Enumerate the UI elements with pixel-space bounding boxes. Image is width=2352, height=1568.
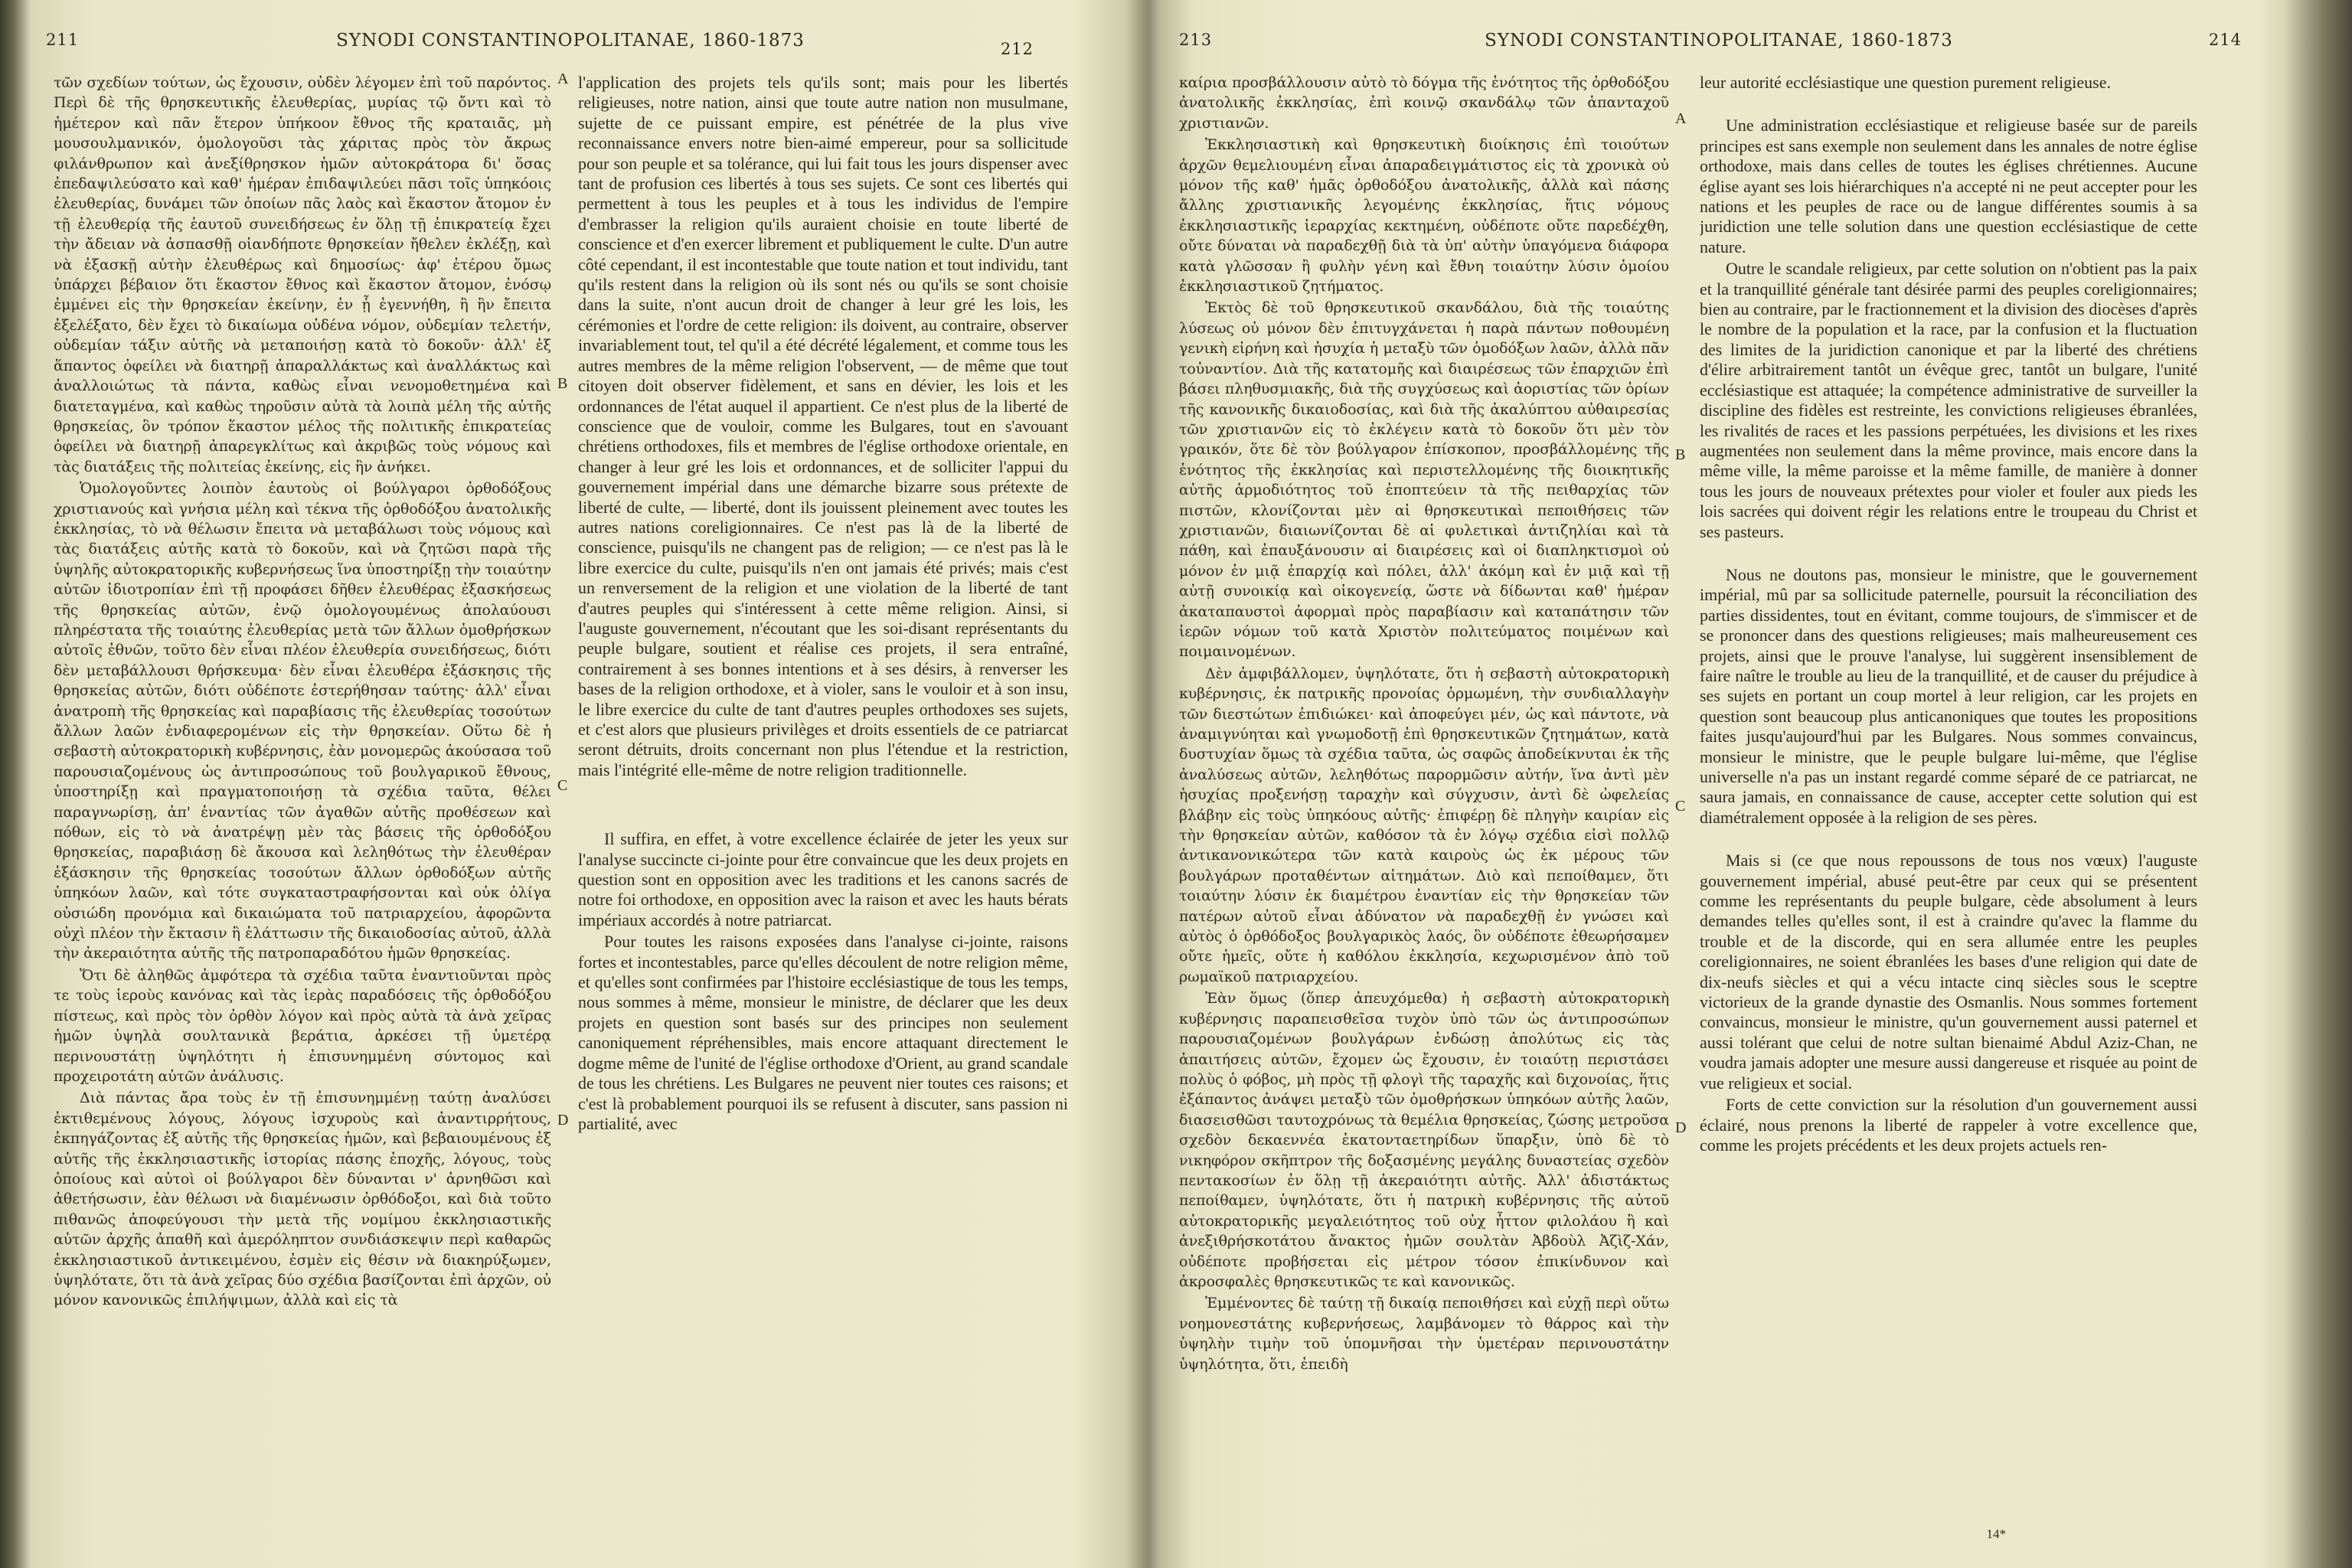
signature-mark: 14* [1986, 1527, 2006, 1541]
greek-paragraph: Ἐὰν ὅμως (ὅπερ ἀπευχόμεθα) ἡ σεβαστὴ αὐτοκρατορικὴ κυβέρνησις παραπεισθεῖσα τυχὸν ὑπὸ τῶν ὡς ἀντιπροσώπων παρουσιαζομένων βουλγάρων ἐνδώσῃ ἀπολύτως εἰς τὰς ἀπαιτήσεις αὐτῶν, ἔχομεν ὡς ἔχουσιν, ἐν τοιαύτῃ περιστάσει πολὺς ὁ φόβος, μὴ πρὸς τῇ φλογὶ τῆς ταραχῆς καὶ διχονοίας, ἥτις ἐξάπαντος ἀνάψει μεταξὺ τῶν ὁμοθρήσκων ὑπηκόων αὐτῆς λαῶν, διασεισθῶσι ταυτοχρόνως τὰ θεμέλια θρησκείας, ζώσης μετροῦσα σχεδὸν δεκαεννέα ἑκατονταετηρίδων ὕπαρξιν, ὑπὸ δὲ τὸ νικηφόρον σκῆπτρον τῆς δοξασμένης μεγάλης δυναστείας σχεδὸν πεντακοσίων ἐν ὅλῃ τῇ ἀκεραιότητι αὐτῆς. Ἀλλ' ἀδιστάκτως πεποίθαμεν, ὑψηλότατε, ὅτι ἡ πατρικὴ κυβέρνησις τῆς αὐτοῦ αὐτοκρατορικῆς μεγαλειότητος τοῦ οὐχ ἧττον φιλολάου ἢ καὶ ἀνεξιθρήσκοτάτου ἄνακτος ἡμῶν σουλτὰν Ἀβδοὺλ Ἀζὶζ-Χάν, οὐδέποτε προβήσεται εἰς μέτρον τόσον ἐπικίνδυνον καὶ ἀκροσφαλὲς θρησκευτικῶς τε καὶ κανονικῶς. [1179, 990, 1669, 1290]
french-column [1700, 73, 2197, 1522]
left-page [31, 0, 1110, 1568]
margin-letter: D [1675, 1119, 1687, 1136]
french-paragraph: Une administration ecclésiastique et religieuse basée sur de pareils principes est sans exemple non seulement dans les annales de notre église orthodoxe, mais dans celles de toutes les églises chrétiennes. Aucune église ayant ses lois hiérarchiques n'a accepté ni ne peut accepter pour les nations et les peuples de race ou de langue différentes soumis à sa juridiction une telle solution dans une question ecclésiastique de cette nature. [1700, 116, 2197, 256]
french-paragraph: Nous ne doutons pas, monsieur le ministre, que le gouvernement impérial, mû par sa sollicitude paternelle, poursuit la réconciliation des parties dissidentes, tout en évitant, comme toujours, de s'immiscer et de se prononcer dans des questions religieuses; mais malheureusement ces projets, ainsi que le prouve l'analyse, lui suggèrent insensiblement de faire naître le trouble au lieu de la tranquillité, et de causer du préjudice à ses sujets en portant un coup mortel à leur religion, car les projets en question sont beaucoup plus anticanoniques que toutes les propositions faites jusqu'aujourd'hui par les Bulgares. Nous sommes convaincus, monsieur le ministre, que le peuple bulgare lui-même, que l'église universelle n'a pas un instant regardé comme séparé de ce patriarcat, ne saura jamais, en connaissance de cause, accepter cette solution qui est diamétralement opposée à la religion de ses pères. [1700, 564, 2197, 827]
greek-column [54, 73, 551, 1522]
french-column [578, 73, 1068, 1522]
greek-paragraph: καίρια προσβάλλουσιν αὐτὸ τὸ δόγμα τῆς ἑνότητος τῆς ὀρθοδόξου ἀνατολικῆς ἐκκλησίας, ἐπὶ κοινῷ σκανδάλῳ τῶν ἁπανταχοῦ χριστιανῶν. [1179, 74, 1669, 132]
right-page [1179, 0, 2259, 1568]
margin-letter: B [557, 375, 568, 392]
greek-column [1179, 73, 1669, 1522]
greek-paragraph: Ὁμολογοῦντες λοιπὸν ἑαυτοὺς οἱ βούλγαροι ὀρθοδόξους χριστιανούς καὶ γνήσια μέλη καὶ τέκνα τῆς ὀρθοδόξου ἀνατολικῆς ἐκκλησίας, τὸ νὰ θέλωσιν ἔπειτα νὰ μεταβάλωσι τοὺς νόμους καὶ τὰς διατάξεις αὐτῆς κατὰ τὸ δοκοῦν, καὶ νὰ ζητῶσι παρὰ τῆς ὑψηλῆς αὐτοκρατορικῆς κυβερνήσεως ἵνα ὑποστηρίξῃ τὴν τοιαύτην αὐτῶν ἰδιοτροπίαν ἐπὶ τῇ προφάσει δῆθεν ἐλευθέρας ἐξασκήσεως τῆς θρησκείας αὐτῶν, ἐνῷ ὁμολογουμένως ἀπολαύουσι πληρέστατα τῆς τοιαύτης ἐλευθερίας μετὰ τῶν ἄλλων ὁμοθρήσκων αὐτοῖς ἐθνῶν, τοῦτο δὲν εἶναι πλέον ἐλευθερία συνειδήσεως, διότι δὲν μεταβάλλουσι θρήσκευμα· δὲν εἶναι ἐλευθέρα ἐξάσκησις τῆς θρησκείας αὐτῶν, διότι οὐδέποτε ἐστερήθησαν ταύτης· ἀλλ' εἶναι ἀνατροπὴ τῆς θρησκείας καὶ παραβίασις τῆς ἐλευθερίας τοσούτων ἄλλων λαῶν ἐνδιαφερομένων εἰς τὴν θρησκείαν. Οὕτω δὲ ἡ σεβαστὴ αὐτοκρατορικὴ κυβέρνησις, ἐὰν μονομερῶς ἀκούσασα τοῦ παρουσιαζομένους ὡς ἀντιπροσώπους τοῦ βουλγαρικοῦ ἔθνους, ὑποστηρίξῃ καὶ πραγματοποιήσῃ τὰ σχέδια ταῦτα, θέλει παραγνωρίσῃ, ἀπ' ἐναντίας τῶν ἀγαθῶν αὐτῆς προθέσεων καὶ πόθων, εἰς τὸ νὰ ἀνατρέψῃ μὲν τὰς βάσεις τῆς ὀρθοδόξου θρησκείας, παραβιάσῃ δὲ ἄκουσα καὶ λεληθότως τὴν ἐλευθέραν ἐξάσκησιν τῆς θρησκείας τοσούτων ἄλλων ὀρθοδόξων αὐτῆς ὑπηκόων λαῶν, καὶ τότε συγκαταστραφήσονται καὶ οὐκ ὀλίγα οὐσιώδη προνόμια καὶ δικαιώματα τοῦ πατριαρχείου, ἀφορῶντα οὐχὶ πλέον τὴν ἔκτασιν ἢ ἐλάττωσιν τῆς δικαιοδοσίας αὐτοῦ, ἀλλὰ τὴν ἀκεραιότητα αὐτῆς τῆς πατροπαραδότου ἡμῶν θρησκείας. [54, 480, 551, 962]
page-number: 214 [2208, 31, 2242, 49]
french-paragraph: l'application des projets tels qu'ils sont; mais pour les libertés religieuses, notre nation, ainsi que toute autre nation non musulmane, sujette de ce puissant empire, est pénétrée de la plus vive reconnaissance envers notre bien-aimé empereur, pour sa sollicitude pour son peuple et sa tolérance, qui lui fait tous les jours dispenser avec tant de profusion ces libertés à tous ses sujets. Ce sont ces libertés qui permettent à tous les peuples et à tous les individus de l'empire d'embrasser la religion qu'ils auraient choisie en toute liberté de conscience et d'en exercer librement et publiquement le culte. D'un autre côté cependant, il est incontestable que toute nation et tout individu, tant qu'ils restent dans la religion où ils sont nés ou qu'ils se sont choisie dans la suite, n'ont aucun droit de changer à leur gré les lois, les cérémonies et l'ordre de cette religion: ils doivent, au contraire, observer invariablement tout, tel qu'il a été décrété légalement, et comme tous les autres membres de la même religion l'observent, — de même que tout citoyen doit observer fidèlement, et sans en dévier, les lois et les ordonnances de l'état auquel il appartient. Ce n'est plus de la liberté de conscience que de vouloir, comme les Bulgares, tout en s'avouant chrétiens orthodoxes, fils et membres de l'église orthodoxe orientale, en changer à leur gré les lois et ordonnances, et de solliciter l'appui du gouvernement impérial dans une démarche bizarre sous prétexte de liberté de culte, — liberté, dont ils jouissent pleinement avec toutes les autres nations coreligionnaires. Ce n'est pas là de la liberté de conscience, puisqu'ils ne changent pas de religion; — ce n'est pas là le libre exercice du culte, puisqu'ils n'en ont jamais été privés; mais c'est un renversement de la religion et une violation de la liberté de tant d'autres peuples qui s'intéressent à cette même religion. Ainsi, si l'auguste gouvernement, n'écoutant que les soi-disant représentants du peuple bulgare, soutient et réalise ces projets, il sera entraîné, contrairement à ses bonnes intentions et à ses désirs, à renverser les bases de la religion orthodoxe, et à violer, sans le vouloir et à son insu, le libre exercice du culte de tant d'autres peuples orthodoxes ses sujets, et c'est alors que plusieurs privilèges et droits essentiels de ce patriarcat seront détruits, droits concernant non plus l'étendue et la restriction, mais l'intégrité elle-même de notre religion traditionnelle. [578, 73, 1068, 779]
french-paragraph: Outre le scandale religieux, par cette solution on n'obtient pas la paix et la tranquillité générale tant désirée parmi des peuples coreligionnaires; bien au contraire, par le fractionnement et la division des diocèses d'après le nombre de la population et la race, par la confusion et la fluctuation des limites de la juridiction canonique et par la liberté des chrétiens d'élire arbitrairement tantôt un évêque grec, tantôt un bulgare, l'unité ecclésiastique est attaquée; la compétence administrative de surveiller la discipline des fidèles est restreinte, les convictions religieuses ébranlées, les rivalités de races et les passions perpétuées, les divisions et les rixes augmentées non seulement dans la même province, mais encore dans la même ville, la même paroisse et la même famille, de manière à donner tous les jours de nouveaux prétextes pour violer et fouler aux pieds les lois sacrées qui doivent régir les relations entre le troupeau du Christ et ses pasteurs. [1700, 259, 2197, 541]
margin-letter: A [1675, 110, 1687, 127]
running-head-right [1179, 31, 2259, 61]
page-number: 212 [1000, 40, 1034, 58]
french-paragraph: Forts de cette conviction sur la résolution d'un gouvernement aussi éclairé, nous prenons la liberté de rappeler à votre excellence que, comme les projets précédents et les deux projets actuels ren- [1700, 1095, 2197, 1155]
greek-paragraph: Ἐμμένοντες δὲ ταύτῃ τῇ δικαίᾳ πεποιθήσει καὶ εὐχῇ περὶ οὕτω νοημονεστάτης κυβερνήσεως, λαμβάνομεν τὸ θάρρος καὶ τὴν ὑψηλὴν τιμὴν τοῦ ὑπομνῆσαι τὴν ὑμετέραν περινουστάτην ὑψηλότητα, ὅτι, ἐπειδὴ [1179, 1295, 1669, 1373]
french-paragraph: leur autorité ecclésiastique une question purement religieuse. [1700, 73, 2111, 92]
running-title: SYNODI CONSTANTINOPOLITANAE, 1860-1873 [336, 31, 805, 51]
greek-paragraph: Ἐκκλησιαστικὴ καὶ θρησκευτικὴ διοίκησις ἐπὶ τοιούτων ἀρχῶν θεμελιουμένη εἶναι ἀπαραδειγμάτιστος εἰς τὰ χρονικὰ οὐ μόνον τῆς καθ' ἡμᾶς ὀρθοδόξου ἀνατολικῆς, ἀλλὰ καὶ πάσης ἄλλης χριστιανικῆς λεγομένης ἐκκλησίας, ἥτις νόμους ἐκκλησιαστικῆς ἱεραρχίας κεκτημένη, οὐδέποτε οὔτε παρεδέχθη, οὔτε δύναται νὰ παραδεχθῇ διὰ τὰ ὑπ' αὐτὴν ὑπαγόμενα διάφορα κατὰ γλῶσσαν ἢ φυλὴν γένη καὶ ἔθνη τοιαύτην λύσιν ὁμοίου ἐκκλησιαστικοῦ ζητήματος. [1179, 136, 1669, 296]
greek-paragraph: Ὅτι δὲ ἀληθῶς ἀμφότερα τὰ σχέδια ταῦτα ἐναντιοῦνται πρὸς τε τοὺς ἱεροὺς κανόνας καὶ τὰς ἱερὰς παραδόσεις τῆς ὀρθοδόξου πίστεως, καὶ πρὸς τὸν ὀρθὸν λόγον καὶ πρὸς αὐτὰ τὰ ἀνὰ χεῖρας ἡμῶν ὑψηλὰ σουλτανικὰ βεράτια, ἀρκέσει τῇ ὑμετέρᾳ περινουστάτῃ ὑψηλότητι ἡ ἐπισυνημμένη σύντομος καὶ προχειροτάτη αὐτῶν ἀνάλυσις. [54, 966, 551, 1085]
french-paragraph: Pour toutes les raisons exposées dans l'analyse ci-jointe, raisons fortes et incontestables, parce qu'elles découlent de notre religion même, et qu'elles sont confirmées par l'histoire ecclésiastique de tous les temps, nous sommes à même, monsieur le ministre, de déclarer que les deux projets en question sont basés sur des principes non seulement canoniquement répréhensibles, mais encore attaquant directement le dogme même de l'unité de l'église orthodoxe d'Orient, au grand scandale de tous les chrétiens. Les Bulgares ne peuvent nier toutes ces raisons; et c'est là probablement pourquoi ils se refusent à discuter, sans passion ni partialité, avec [578, 932, 1068, 1133]
margin-letter: B [1675, 446, 1686, 463]
greek-paragraph: Ἐκτὸς δὲ τοῦ θρησκευτικοῦ σκανδάλου, διὰ τῆς τοιαύτης λύσεως οὐ μόνον δὲν ἐπιτυγχάνεται ἡ παρὰ πάντων ποθουμένη γενικὴ εἰρήνη καὶ ἡσυχία ἡ μεταξὺ τῶν ὁμοδόξων λαῶν, ἀλλὰ πᾶν τοὐναντίον. Διὰ τῆς κατατομῆς καὶ διαιρέσεως τῶν ἐπαρχιῶν ἐπὶ βάσει πληθυσμιακῆς, διὰ τῆς συγχύσεως καὶ ἀοριστίας τῶν ὁρίων τῆς κανονικῆς δικαιοδοσίας, καὶ διὰ τῆς ἀκαλύπτου αὐθαιρεσίας τῶν χριστιανῶν εἰς τὸ ἐκλέγειν κατὰ τὸ δοκοῦν ὅτι μὲν τὸν γραικόν, ὅτε δὲ τὸν βούλγαρον ἐπίσκοπον, προσβάλλομένης τῆς ἑνότητος τῆς ἐκκλησίας καὶ περιστελλομένης τῆς διοικητικῆς αὐτῆς ἁρμοδιότητος τοῦ ἐποπτεύειν τὰ τῆς πειθαρχίας τῶν πιστῶν, κλονίζονται μὲν αἱ θρησκευτικαὶ πεποιθήσεις τῶν χριστιανῶν, διαιωνίζονται δὲ αἱ φυλετικαὶ ἀντιζηλίαι καὶ τὰ πάθη, καὶ ἐπαυξάνουσιν αἱ διαιρέσεις καὶ οἱ διαπληκτισμοὶ οὐ μόνον ἐν μιᾷ ἐπαρχίᾳ καὶ πόλει, ἀλλ' ἀκόμη καὶ ἐν μιᾷ καὶ τῇ αὐτῇ συνοικίᾳ καὶ οἰκογενείᾳ, ὥστε νὰ δίδωνται καθ' ἡμέραν ἀκαταπαυστοὶ ἀφορμαὶ πρὸς παραβίασιν καὶ καταπάτησιν τῶν ἱερῶν νόμων τοῦ κατὰ Χριστὸν πολιτεύματος ποιμένων καὶ ποιμαινομένων. [1179, 299, 1669, 661]
greek-paragraph: Διὰ πάντας ἄρα τοὺς ἐν τῇ ἐπισυνημμένῃ ταύτῃ ἀναλύσει ἐκτιθεμένους λόγους, λόγους ἰσχυροὺς καὶ ἀναντιρρήτους, ἐκπηγάζοντας ἐξ αὐτῆς τῆς θρησκείας ἡμῶν, καὶ βεβαιουμένους ἐξ αὐτῆς τῆς ἐκκλησιαστικῆς ἱστορίας πάσης ἐποχῆς, λόγους, τοὺς ὁποίους καὶ αὐτοὶ οἱ βούλγαροι δὲν δύνανται ν' ἀρνηθῶσι καὶ ἀθετήσωσιν, ἐὰν θέλωσι νὰ διαμένωσιν ὀρθόδοξοι, καὶ διὰ τοῦτο πιθανῶς ἀποφεύγουσι τὴν μετὰ τῆς νομίμου ἐκκλησιαστικῆς αὐτῶν ἀρχῆς ἀπαθῆ καὶ ἀμερόληπτον συνδιάσκεψιν περὶ καθαρῶς ἐκκλησιαστικοῦ ἀντικειμένου, ἐσμὲν εἰς θέσιν νὰ διακηρύξωμεν, ὑψηλότατε, ὅτι τὰ ἀνὰ χεῖρας δύο σχέδια βασίζονται ἐπὶ ἀρχῶν, οὐ μόνον κανονικῶς ἐπιλήψιμων, ἀλλὰ καὶ εἰς τὰ [54, 1089, 551, 1309]
margin-letter: C [557, 777, 568, 794]
margin-letter: A [557, 70, 569, 87]
greek-paragraph: Δὲν ἀμφιβάλλομεν, ὑψηλότατε, ὅτι ἡ σεβαστὴ αὐτοκρατορικὴ κυβέρνησις, ἐκ πατρικῆς προνοίας ὁρμωμένη, τὴν συνδιαλλαγὴν τῶν διεστώτων ἐπιδιώκει· καὶ ἀποφεύγει μέν, ὡς καὶ πάντοτε, νὰ ἀναμιγνύηται καὶ γνωμοδοτῇ ἐπὶ θρησκευτικῶν ζητημάτων, κατὰ δυστυχίαν ὅμως τὰ σχέδια ταῦτα, ὡς σαφῶς ἀποδείκνυται ἐκ τῆς ἀναλύσεως αὐτῶν, λεληθότως παρορμῶσιν αὐτήν, ἵνα ἀντὶ μὲν ἡσυχίας προξενήσῃ ταραχὴν καὶ σύγχυσιν, ἀντὶ δὲ ὠφελείας βλάβην εἰς τοὺς ὑπηκόους αὐτῆς· ἐπιφέρῃ δὲ πληγὴν καιρίαν εἰς τὴν θρησκείαν αὐτῶν, καθόσον τὰ ἐν λόγῳ σχέδια εἰσὶ πολλῷ ἀντικανονικώτερα τῶν κατὰ καιροὺς ὡς ἐκ μέρους τῶν βουλγάρων προταθέντων αἰτημάτων. Διὸ καὶ πεποίθαμεν, ὅτι τοιαύτην λύσιν ἐκ διαμέτρου ἐναντίαν εἰς τὴν θρησκείαν τῶν πατέρων αὐτοῦ εἶναι ἀδύνατον νὰ παραδεχθῇ ἐν γνώσει καὶ αὐτὸς ὁ ὀρθόδοξος βουλγαρικὸς λαός, ὃν οὐδέποτε ἐθεωρήσαμεν οὔτε ἡμεῖς, οὔτε ἡ καθόλου ἐκκλησία, κεχωρισμένον ἀπὸ τοῦ ρωμαϊκοῦ πατριαρχείου. [1179, 665, 1669, 985]
running-head-left [31, 31, 1110, 61]
margin-letter: D [557, 1112, 569, 1129]
french-paragraph: Il suffira, en effet, à votre excellence éclairée de jeter les yeux sur l'analyse succincte ci-jointe pour être convaincue que les deux projets en question sont en opposition avec les traditions et les canons sacrés de notre foi orthodoxe, en opposition avec la raison et avec les hauts bérats impériaux accordés à notre patriarcat. [578, 829, 1068, 929]
running-title: SYNODI CONSTANTINOPOLITANAE, 1860-1873 [1485, 31, 1953, 51]
page-number: 213 [1179, 31, 1213, 49]
greek-paragraph: τῶν σχεδίων τούτων, ὡς ἔχουσιν, οὐδὲν λέγομεν ἐπὶ τοῦ παρόντος. Περὶ δὲ τῆς θρησκευτικῆς ἐλευθερίας, μυρίας τῷ ὄντι καὶ τὸ ἡμέτερον καὶ πᾶν ἕτερον ὑπήκοον ἔθνος τῆς κραταιᾶς, μὴ μουσουλμανικόν, ὁμολογοῦσι τὰς χάριτας πρὸς τὸν ἄκρως φιλάνθρωπον καὶ ἀνεξίθρησκον ἡμῶν αὐτοκράτορα δι' ὅσας ἐπεδαψιλεύσατο καὶ καθ' ἡμέραν ἐπιδαψιλεύει πᾶσι τοῖς ὑπηκόοις ἐλευθερίας, δυνάμει τῶν ὁποίων πᾶς λαὸς καὶ ἕκαστον ἄτομον ἐν τῇ ἐλευθερίᾳ τῆς ἑαυτοῦ συνειδήσεως ἐν ὅλῃ τῇ ἐπικρατείᾳ ἔχει τὴν ἄδειαν νὰ ἀσπασθῇ οἱανδήποτε θρησκείαν ἤθελεν ἐκλέξῃ, καὶ νὰ ἐξασκῇ αὐτὴν ἐλευθέρως καὶ δημοσίως· ἀφ' ἑτέρου ὅμως ὑπάρχει βέβαιον ὅτι ἕκαστον ἔθνος καὶ ἕκαστον ἄτομον, ἐνόσῳ ἐμμένει εἰς τὴν θρησκείαν ἐκείνην, ἐν ᾗ ἐγεννήθη, ἢ ἣν ἔπειτα ἐξελέξατο, δὲν ἔχει τὸ δικαίωμα οὐδένα νόμον, οὐδεμίαν τελετήν, οὐδεμίαν τάξιν αὐτῆς νὰ μεταποιήσῃ κατὰ τὸ δοκοῦν· ἀλλ' ἐξ ἅπαντος ὀφείλει νὰ διατηρῇ ἀπαραλλάκτως καὶ ἀναλλάκτως καὶ ἀναλλοιώτως τὰ πάντα, καθὼς εἶναι νενομοθετημένα καὶ διατεταγμένα, καὶ καθὼς τηροῦσιν αὐτὰ τὰ λοιπὰ μέλη τῆς αὐτῆς θρησκείας, ὃν τρόπον ἕκαστον μέλος τῆς πολιτικῆς ἐπικρατείας ὀφείλει νὰ διατηρῇ ἀπαρεγκλίτως καὶ ἀκριβῶς τοὺς νόμους καὶ τὰς διατάξεις τῆς πολιτείας ἐκείνης, εἰς ἣν ἀνήκει. [54, 74, 551, 475]
margin-letter: C [1675, 798, 1686, 815]
french-paragraph: Mais si (ce que nous repoussons de tous nos vœux) l'auguste gouvernement impérial, abusé peut-être par ceux qui se présentent comme les représentants du peuple bulgare, cède absolument à leurs demandes telles qu'elles sont, il est à craindre qu'avec la flamme du trouble et de la discorde, qui en sera allumée entre les peuples coreligionnaires, ne soient ébranlées les bases d'une religion qui date de dix-neufs siècles et qui a vécu intacte cinq siècles sous le sceptre victorieux de la grande dynastie des Osmanlis. Nous sommes fortement convaincus, monsieur le ministre, qu'un gouvernement aussi paternel et aussi tolérant que celui de notre sultan bienaimé Abdul Aziz-Chan, ne voudra jamais adopter une mesure aussi dangereuse et risquée au point de vue religieux et social. [1700, 851, 2197, 1093]
page-number: 211 [46, 31, 80, 49]
